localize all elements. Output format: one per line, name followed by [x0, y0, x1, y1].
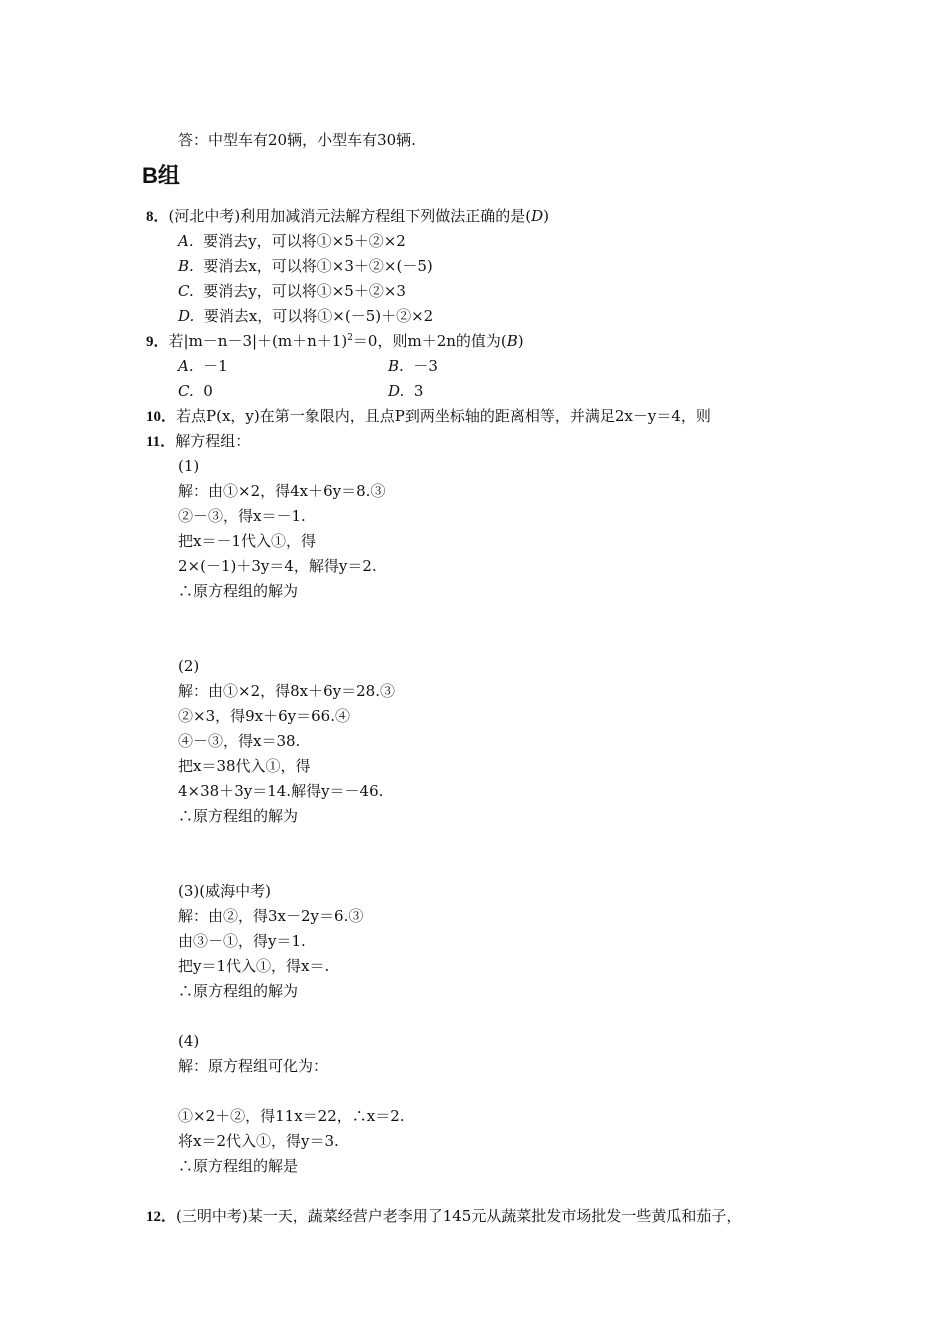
solution-line: 由③－①，得y＝1.: [178, 932, 306, 950]
option-label: A.: [178, 232, 194, 250]
question-8: [146, 206, 549, 227]
option-row-2: [178, 381, 578, 401]
question-number: 11．: [146, 434, 176, 450]
question-12: [146, 1206, 741, 1227]
question-close: ): [543, 207, 549, 225]
question-text: 解方程组：: [175, 432, 251, 450]
option-text: 要消去x，可以将①×(－5)＋②×2: [203, 307, 434, 325]
answer-line: 答：中型车有20辆，小型车有30辆.: [178, 131, 416, 149]
option-text: 要消去x，可以将①×3＋②×(－5): [203, 257, 433, 275]
option-label: B.: [178, 257, 194, 275]
option-label: D.: [388, 382, 405, 400]
solution-line: ②－③，得x＝－1.: [178, 507, 306, 525]
part-1-label: (1): [178, 457, 200, 475]
solution-line: ∴原方程组的解为: [178, 807, 299, 825]
solution-line: ②×3，得9x＋6y＝66.④: [178, 707, 350, 725]
solution-line: 解：原方程组可化为：: [178, 1057, 329, 1075]
question-number: 9．: [146, 334, 169, 350]
question-close: ): [517, 332, 524, 350]
solution-line: 把x＝－1代入①，得: [178, 532, 317, 550]
question-10: [146, 406, 711, 427]
solution-line: ①×2＋②，得11x＝22，∴x＝2.: [178, 1107, 405, 1125]
option-label: C.: [178, 282, 194, 300]
superscript: 2: [347, 333, 353, 343]
question-answer: D: [531, 207, 544, 225]
option-c: [178, 382, 213, 400]
option-row-1: [178, 356, 578, 376]
option-text: －1: [203, 357, 228, 375]
solution-line: 把x＝38代入①，得: [178, 757, 311, 775]
part-4-label: (4): [178, 1032, 200, 1050]
solution-line: 4×38＋3y＝14.解得y＝－46.: [178, 782, 384, 800]
question-text: (三明中考)某一天，蔬菜经营户老李用了145元从蔬菜批发市场批发一些黄瓜和茄子，: [176, 1207, 742, 1225]
solution-line: 解：由②，得3x－2y＝6.③: [178, 907, 364, 925]
solution-line: 将x＝2代入①，得y＝3.: [178, 1132, 339, 1150]
question-number: 10．: [146, 409, 177, 425]
solution-line: 2×(－1)＋3y＝4，解得y＝2.: [178, 557, 377, 575]
question-answer: B: [506, 332, 518, 350]
question-9: [146, 331, 524, 352]
option-label: B.: [388, 357, 404, 375]
option-text: －3: [413, 357, 438, 375]
option-a: [178, 231, 406, 251]
option-d: [178, 306, 433, 326]
solution-line: 解：由①×2，得4x＋6y＝8.③: [178, 482, 386, 500]
solution-line: ∴原方程组的解为: [178, 982, 299, 1000]
part-2-label: (2): [178, 657, 200, 675]
solution-line: ④－③，得x＝38.: [178, 732, 301, 750]
part-3-label: (3)(威海中考): [178, 882, 271, 900]
section-title: B组: [142, 163, 180, 188]
question-11: [146, 431, 250, 452]
option-text: 0: [203, 382, 213, 400]
option-b: [388, 356, 438, 376]
question-text: 若|m－n－3|＋(m＋n＋1): [168, 332, 348, 350]
option-c: [178, 281, 406, 301]
question-text: 若点P(x，y)在第一象限内，且点P到两坐标轴的距离相等，并满足2x－y＝4，则: [176, 407, 711, 425]
option-text: 要消去y，可以将①×5＋②×2: [203, 232, 406, 250]
option-text: 3: [413, 382, 424, 400]
option-label: A.: [178, 357, 194, 375]
option-label: C.: [178, 382, 194, 400]
solution-line: ∴原方程组的解为: [178, 582, 299, 600]
option-d: [388, 381, 423, 401]
solution-line: 把y＝1代入①，得x＝.: [178, 957, 330, 975]
option-text: 要消去y，可以将①×5＋②×3: [203, 282, 406, 300]
solution-line: ∴原方程组的解是: [178, 1157, 299, 1175]
question-number: 12．: [146, 1209, 177, 1225]
option-b: [178, 256, 433, 276]
option-a: [178, 357, 228, 375]
question-number: 8．: [146, 209, 169, 225]
solution-line: 解：由①×2，得8x＋6y＝28.③: [178, 682, 395, 700]
question-text-2: ＝0，则m＋2n的值为(: [352, 332, 507, 350]
question-text: (河北中考)利用加减消元法解方程组下列做法正确的是(: [168, 207, 532, 225]
option-label: D.: [178, 307, 195, 325]
